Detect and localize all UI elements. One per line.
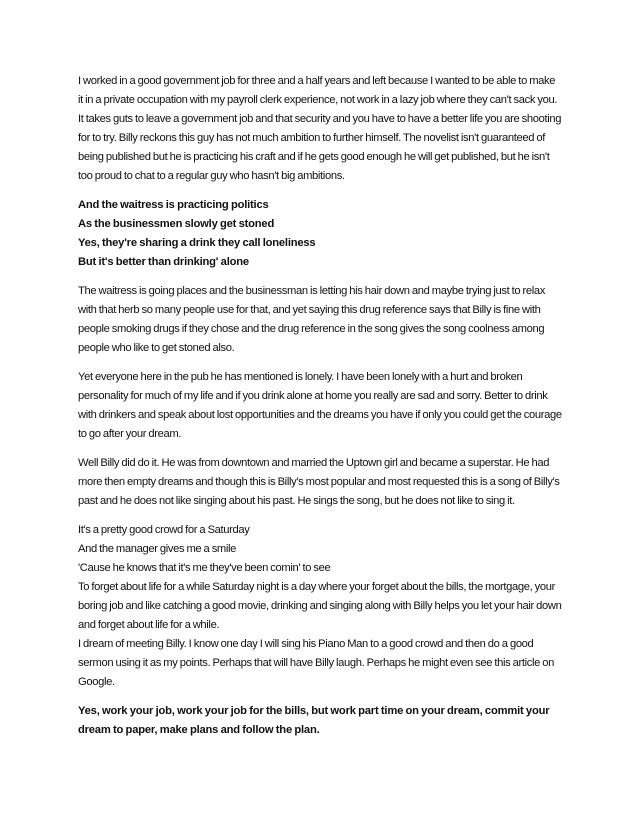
text-line: As the businessmen slowly get stoned xyxy=(78,218,275,230)
bold-paragraph xyxy=(78,196,570,272)
text-line: people who like to get stoned also. xyxy=(78,342,235,354)
text-line: Google. xyxy=(78,676,115,688)
paragraph xyxy=(78,282,570,358)
text-line: Yes, work your job, work your job for the bills, but work part time on your dream, commit your xyxy=(78,705,550,717)
text-line: people smoking drugs if they chose and the drug reference in the song gives the song coolness among xyxy=(78,323,545,335)
text-line: To forget about life for a while Saturday night is a day where your forget about the bills, the mortgage, your xyxy=(78,581,555,593)
text-line: The waitress is going places and the businessman is letting his hair down and maybe trying just to relax xyxy=(78,285,546,297)
paragraph xyxy=(78,72,570,186)
text-line: It's a pretty good crowd for a Saturday xyxy=(78,524,250,536)
text-line: Well Billy did do it. He was from downtown and married the Uptown girl and became a superstar. He had xyxy=(78,457,550,469)
text-line: with drinkers and speak about lost opportunities and the dreams you have if only you could get the courage xyxy=(78,409,562,421)
text-line: I worked in a good government job for three and a half years and left because I wanted to be able to make xyxy=(78,75,556,87)
text-line: past and he does not like singing about his past. He sings the song, but he does not like to sing it. xyxy=(78,495,515,507)
text-line: And the waitress is practicing politics xyxy=(78,199,269,211)
text-line: And the manager gives me a smile xyxy=(78,543,237,555)
paragraph xyxy=(78,368,570,444)
text-line: and forget about life for a while. xyxy=(78,619,220,631)
text-line: Yes, they're sharing a drink they call loneliness xyxy=(78,237,316,249)
text-line: I dream of meeting Billy. I know one day I will sing his Piano Man to a good crowd and then do a good xyxy=(78,638,534,650)
paragraph xyxy=(78,521,570,692)
text-line: it in a private occupation with my payroll clerk experience, not work in a lazy job where they can't sack you. xyxy=(78,94,558,106)
text-line: dream to paper, make plans and follow the plan. xyxy=(78,724,320,736)
text-line: personality for much of my life and if you drink alone at home you really are sad and sorry. Better to drink xyxy=(78,390,548,402)
text-line: for to try. Billy reckons this guy has not much ambition to further himself. The novelist isn't guaranteed of xyxy=(78,132,545,144)
paragraph xyxy=(78,454,570,511)
text-line: It takes guts to leave a government job and that security and you have to have a better life you are shooting xyxy=(78,113,562,125)
text-line: to go after your dream. xyxy=(78,428,182,440)
text-line: 'Cause he knows that it's me they've been comin' to see xyxy=(78,562,331,574)
text-line: sermon using it as my points. Perhaps that will have Billy laugh. Perhaps he might even see this article on xyxy=(78,657,555,669)
text-line: being published but he is practicing his craft and if he gets good enough he will get published, but he isn't xyxy=(78,151,550,163)
text-line: too proud to chat to a regular guy who hasn't big ambitions. xyxy=(78,170,345,182)
text-line: But it's better than drinking' alone xyxy=(78,256,249,268)
bold-paragraph xyxy=(78,702,570,740)
text-line: with that herb so many people use for that, and yet saying this drug reference says that Billy is fine with xyxy=(78,304,541,316)
text-line: boring job and like catching a good movie, drinking and singing along with Billy helps you let your hair down xyxy=(78,600,562,612)
text-line: more then empty dreams and though this is Billy's most popular and most requested this is a song of Billy's xyxy=(78,476,560,488)
document-page xyxy=(78,72,570,750)
text-line: Yet everyone here in the pub he has mentioned is lonely. I have been lonely with a hurt and broken xyxy=(78,371,523,383)
